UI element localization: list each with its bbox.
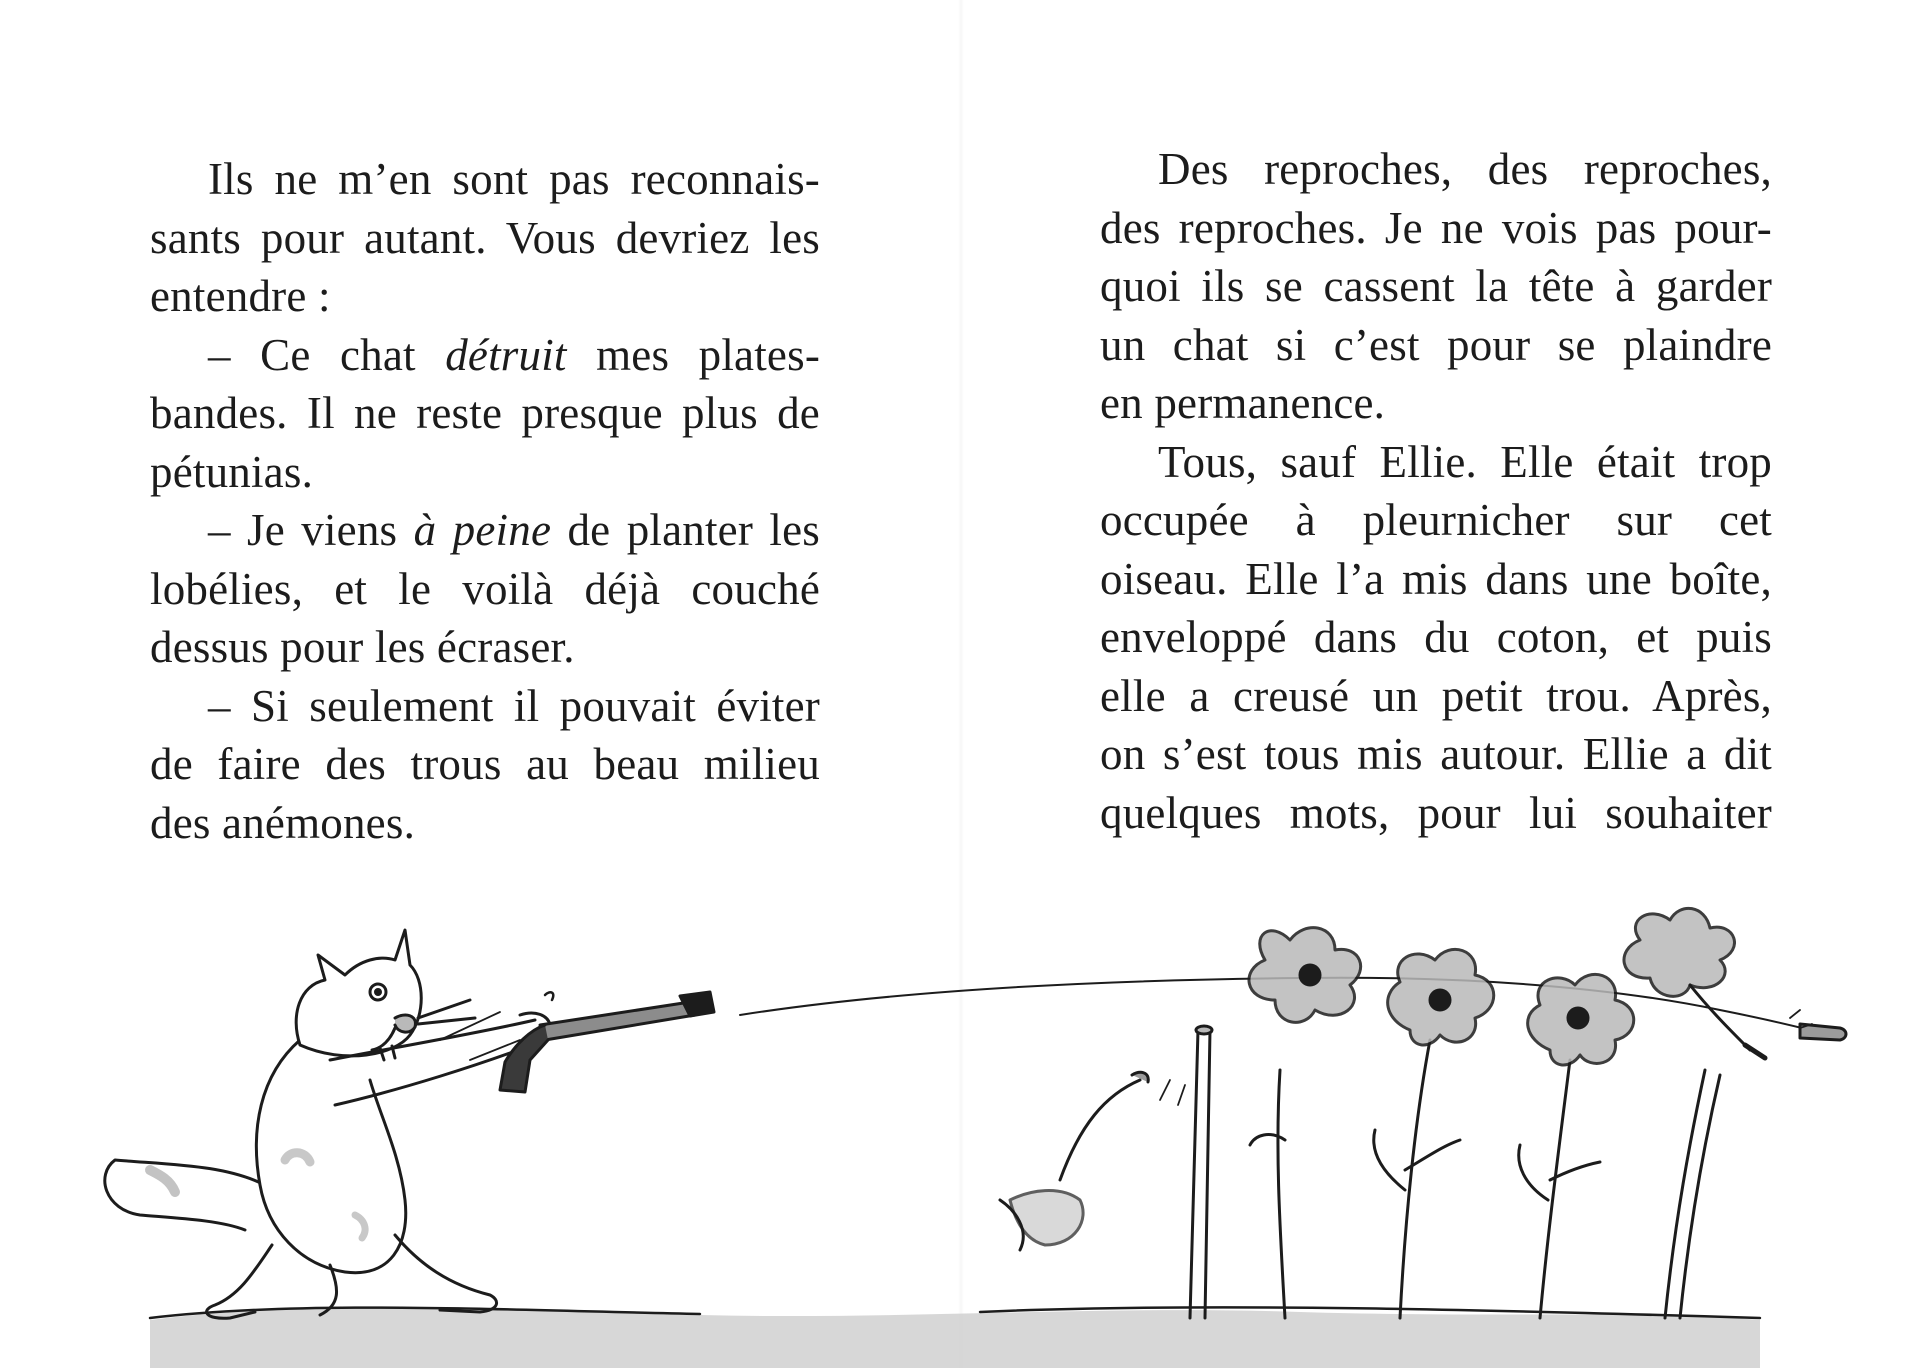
paragraph-line: occupée à pleurnicher sur cet	[1100, 495, 1772, 545]
paragraph-line: des reproches. Je ne vois pas pour-	[1100, 202, 1772, 253]
paragraph-line: Des reproches, des reproches,	[1158, 144, 1772, 194]
paragraph-line: quelques mots, pour lui souhaiter	[1100, 787, 1772, 838]
cat-pistol-illustration	[0, 900, 1922, 1368]
paragraph-line: sants pour autant. Vous devriez les	[150, 212, 820, 263]
paragraph-line: entendre :	[150, 271, 331, 321]
ground-wash	[150, 1308, 1760, 1368]
paragraph-line: on s’est tous mis autour. Ellie a dit	[1100, 729, 1772, 779]
flowers-icon	[1000, 908, 1812, 1318]
right-page-text	[1100, 140, 1772, 842]
paragraph-line: oiseau. Elle l’a mis dans une boîte,	[1100, 553, 1772, 604]
cat-icon	[105, 930, 550, 1318]
dialogue-text: de planter les	[551, 505, 820, 555]
paragraph-line: Tous, sauf Ellie. Elle était trop	[1158, 436, 1772, 487]
dialogue-line	[150, 326, 820, 385]
emphasis-text: détruit	[445, 329, 567, 380]
dialogue-line: – Si seulement il pouvait éviter	[208, 680, 820, 731]
left-page-text	[150, 150, 820, 852]
paragraph-line: bandes. Il ne reste presque plus de	[150, 388, 820, 438]
dialogue-text: – Ce chat	[208, 329, 446, 380]
pistol-icon	[500, 992, 714, 1092]
dialogue-text: – Je viens	[208, 505, 414, 555]
paragraph-line: elle a creusé un petit trou. Après,	[1100, 670, 1772, 721]
paragraph-line: de faire des trous au beau milieu	[150, 739, 820, 789]
paragraph-line: pétunias.	[150, 446, 314, 497]
paragraph-line: un chat si c’est pour se plaindre	[1100, 319, 1772, 370]
emphasis-text: à peine	[413, 505, 552, 555]
paragraph-line: en permanence.	[1100, 378, 1386, 428]
paragraph-line: dessus pour les écraser.	[150, 622, 575, 672]
dialogue-text: mes plates-	[566, 329, 821, 380]
paragraph-line: quoi ils se cassent la tête à garder	[1100, 261, 1772, 311]
paragraph-line: des anémones.	[150, 797, 416, 848]
paragraph-line: lobélies, et le voilà déjà couché	[150, 563, 820, 614]
paragraph-line: Ils ne m’en sont pas reconnais-	[208, 154, 820, 204]
dialogue-line	[150, 501, 820, 560]
paragraph-line: enveloppé dans du coton, et puis	[1100, 612, 1772, 662]
